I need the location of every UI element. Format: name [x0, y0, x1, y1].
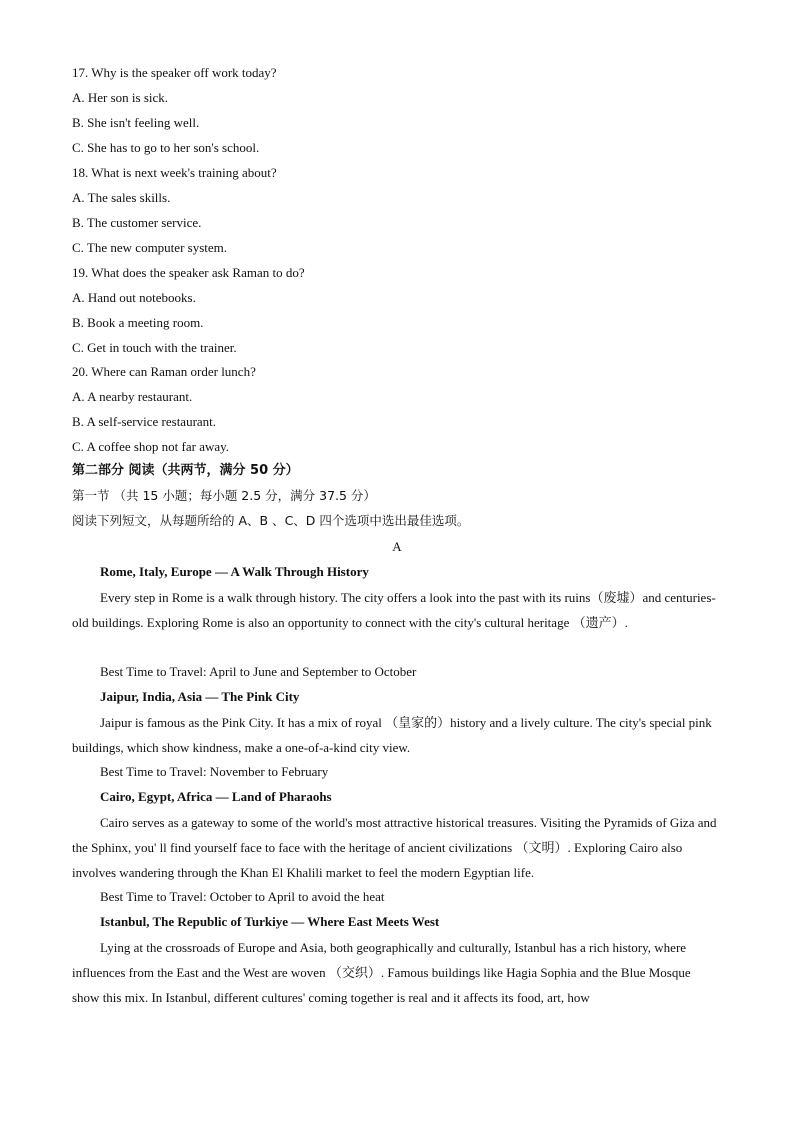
passage-label: A: [392, 539, 402, 554]
question-17-option-b: B. She isn't feeling well.: [72, 115, 200, 130]
question-19-option-b: B. Book a meeting room.: [72, 315, 204, 330]
destination-best-time-rome: Best Time to Travel: April to June and September to October: [100, 664, 417, 679]
destination-title-istanbul: Istanbul, The Republic of Turkiye — Where East Meets West: [100, 914, 440, 929]
question-19-stem: 19. What does the speaker ask Raman to do?: [72, 265, 305, 280]
question-18-option-a: A. The sales skills.: [72, 190, 171, 205]
part2-heading: 第二部分 阅读（共两节，满分 50 分）: [72, 463, 299, 478]
question-20-option-c: C. A coffee shop not far away.: [72, 439, 230, 454]
question-18-option-c: C. The new computer system.: [72, 240, 228, 255]
question-18-option-b: B. The customer service.: [72, 215, 202, 230]
question-17-option-a: A. Her son is sick.: [72, 90, 169, 105]
destination-title-rome: Rome, Italy, Europe — A Walk Through History: [100, 564, 369, 579]
question-17-stem: 17. Why is the speaker off work today?: [72, 65, 277, 80]
destination-body-jaipur: Jaipur is famous as the Pink City. It has a mix of royal （皇家的）history and a lively culture. The city's special pink buildings, which show kindness, make a one-of-a-kind city view.: [72, 715, 712, 755]
question-18-stem: 18. What is next week's training about?: [72, 165, 277, 180]
destination-title-cairo: Cairo, Egypt, Africa — Land of Pharaohs: [100, 789, 332, 804]
question-20-option-b: B. A self-service restaurant.: [72, 414, 217, 429]
destination-body-cairo: Cairo serves as a gateway to some of the world's most attractive historical treasures. Visiting the Pyramids of Giza and the Sphinx, you' ll find yourself face to face with the heritage of ancient civilizations （文明）. Exploring Cairo also involves wandering through the Khan El Khalili market to feel the modern Egyptian life.: [72, 815, 717, 880]
question-19-option-c: C. Get in touch with the trainer.: [72, 340, 237, 355]
question-19-option-a: A. Hand out notebooks.: [72, 290, 196, 305]
section1-heading: 第一节 （共 15 小题；每小题 2.5 分，满分 37.5 分）: [72, 488, 376, 503]
reading-instruction: 阅读下列短文，从每题所给的 A、B 、C、D 四个选项中选出最佳选项。: [72, 513, 470, 528]
question-20-stem: 20. Where can Raman order lunch?: [72, 364, 256, 379]
destination-body-rome: Every step in Rome is a walk through history. The city offers a look into the past with its ruins（废墟）and centuries-old buildings. Exploring Rome is also an opportunity to connect with the city's cultural heritage （遗产）.: [72, 590, 716, 630]
destination-best-time-jaipur: Best Time to Travel: November to February: [100, 764, 329, 779]
question-17-option-c: C. She has to go to her son's school.: [72, 140, 260, 155]
question-20-option-a: A. A nearby restaurant.: [72, 389, 193, 404]
destination-best-time-cairo: Best Time to Travel: October to April to avoid the heat: [100, 889, 385, 904]
destination-title-jaipur: Jaipur, India, Asia — The Pink City: [100, 689, 300, 704]
destination-body-istanbul: Lying at the crossroads of Europe and Asia, both geographically and culturally, Istanbul has a rich history, where influences from the East and the West are woven （交织）. Famous buildings like Hagia Sophia and the Blue Mosque show this mix. In Istanbul, different cultures' coming together is real and it affects its food, art, how: [72, 940, 691, 1005]
